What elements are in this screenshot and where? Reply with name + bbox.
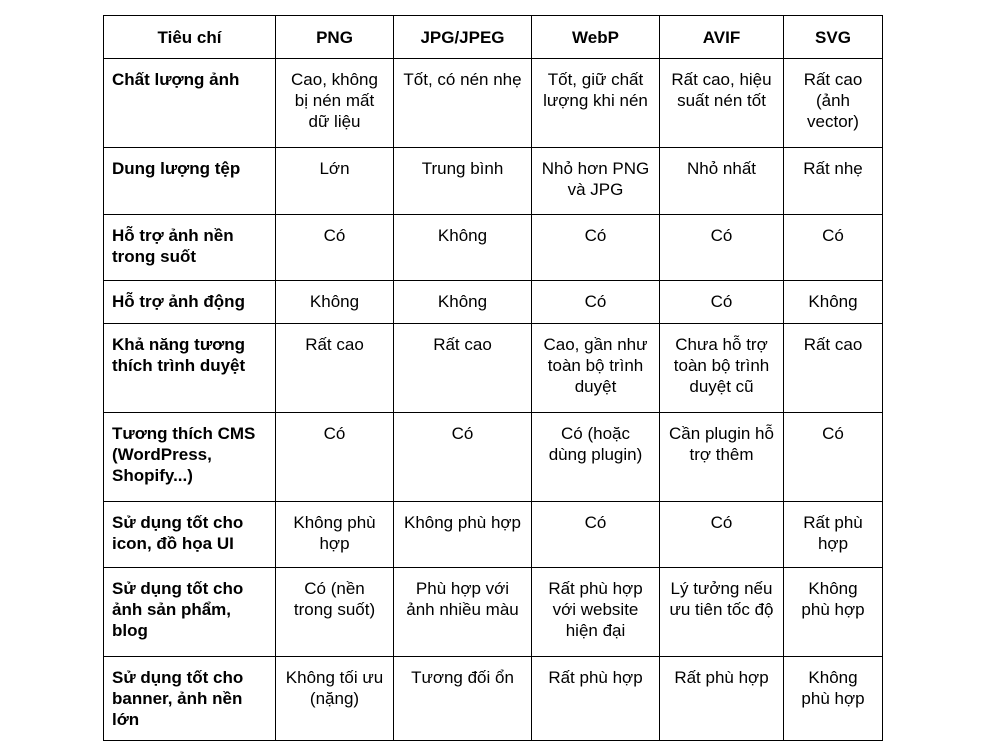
row-criterion: Sử dụng tốt cho icon, đồ họa UI (104, 502, 276, 568)
row-criterion: Tương thích CMS (WordPress, Shopify...) (104, 413, 276, 502)
header-jpg: JPG/JPEG (394, 16, 532, 59)
cell-jpg: Không (394, 281, 532, 324)
table-header (104, 16, 883, 59)
cell-svg: Rất phù hợp (784, 502, 883, 568)
cell-webp: Tốt, giữ chất lượng khi nén (532, 59, 660, 148)
cell-png: Không tối ưu (nặng) (276, 657, 394, 741)
header-criteria: Tiêu chí (104, 16, 276, 59)
cell-svg: Có (784, 413, 883, 502)
table-row (104, 148, 883, 215)
row-criterion: Chất lượng ảnh (104, 59, 276, 148)
cell-avif: Có (660, 281, 784, 324)
cell-jpg: Trung bình (394, 148, 532, 215)
cell-png: Không phù hợp (276, 502, 394, 568)
cell-webp: Rất phù hợp (532, 657, 660, 741)
cell-jpg: Tốt, có nén nhẹ (394, 59, 532, 148)
cell-jpg: Rất cao (394, 324, 532, 413)
cell-png: Cao, không bị nén mất dữ liệu (276, 59, 394, 148)
table-row (104, 324, 883, 413)
row-criterion: Khả năng tương thích trình duyệt (104, 324, 276, 413)
cell-avif: Có (660, 502, 784, 568)
cell-png: Lớn (276, 148, 394, 215)
table-row (104, 59, 883, 148)
cell-avif: Chưa hỗ trợ toàn bộ trình duyệt cũ (660, 324, 784, 413)
cell-webp: Có (532, 502, 660, 568)
cell-png: Rất cao (276, 324, 394, 413)
cell-avif: Rất cao, hiệu suất nén tốt (660, 59, 784, 148)
cell-svg: Không phù hợp (784, 657, 883, 741)
cell-avif: Nhỏ nhất (660, 148, 784, 215)
row-criterion: Hỗ trợ ảnh nền trong suốt (104, 215, 276, 281)
header-row (104, 16, 883, 59)
row-criterion: Sử dụng tốt cho banner, ảnh nền lớn (104, 657, 276, 741)
cell-svg: Rất cao (784, 324, 883, 413)
cell-jpg: Có (394, 413, 532, 502)
row-criterion: Sử dụng tốt cho ảnh sản phẩm, blog (104, 568, 276, 657)
header-svg: SVG (784, 16, 883, 59)
format-comparison-table (103, 15, 883, 741)
cell-avif: Rất phù hợp (660, 657, 784, 741)
table-row (104, 657, 883, 741)
cell-webp: Có (532, 215, 660, 281)
cell-svg: Có (784, 215, 883, 281)
table-row (104, 502, 883, 568)
row-criterion: Dung lượng tệp (104, 148, 276, 215)
cell-png: Có (nền trong suốt) (276, 568, 394, 657)
cell-jpg: Phù hợp với ảnh nhiều màu (394, 568, 532, 657)
row-criterion: Hỗ trợ ảnh động (104, 281, 276, 324)
cell-jpg: Không (394, 215, 532, 281)
cell-avif: Cần plugin hỗ trợ thêm (660, 413, 784, 502)
cell-svg: Rất nhẹ (784, 148, 883, 215)
header-webp: WebP (532, 16, 660, 59)
cell-jpg: Không phù hợp (394, 502, 532, 568)
cell-webp: Có (hoặc dùng plugin) (532, 413, 660, 502)
header-png: PNG (276, 16, 394, 59)
cell-svg: Không (784, 281, 883, 324)
cell-webp: Nhỏ hơn PNG và JPG (532, 148, 660, 215)
cell-avif: Có (660, 215, 784, 281)
cell-png: Không (276, 281, 394, 324)
cell-webp: Cao, gần như toàn bộ trình duyệt (532, 324, 660, 413)
table-row (104, 281, 883, 324)
table-row (104, 413, 883, 502)
cell-webp: Có (532, 281, 660, 324)
table-body (104, 59, 883, 741)
cell-jpg: Tương đối ổn (394, 657, 532, 741)
cell-svg: Rất cao (ảnh vector) (784, 59, 883, 148)
header-avif: AVIF (660, 16, 784, 59)
table-row (104, 568, 883, 657)
cell-svg: Không phù hợp (784, 568, 883, 657)
cell-png: Có (276, 215, 394, 281)
table-row (104, 215, 883, 281)
cell-avif: Lý tưởng nếu ưu tiên tốc độ (660, 568, 784, 657)
cell-png: Có (276, 413, 394, 502)
cell-webp: Rất phù hợp với website hiện đại (532, 568, 660, 657)
